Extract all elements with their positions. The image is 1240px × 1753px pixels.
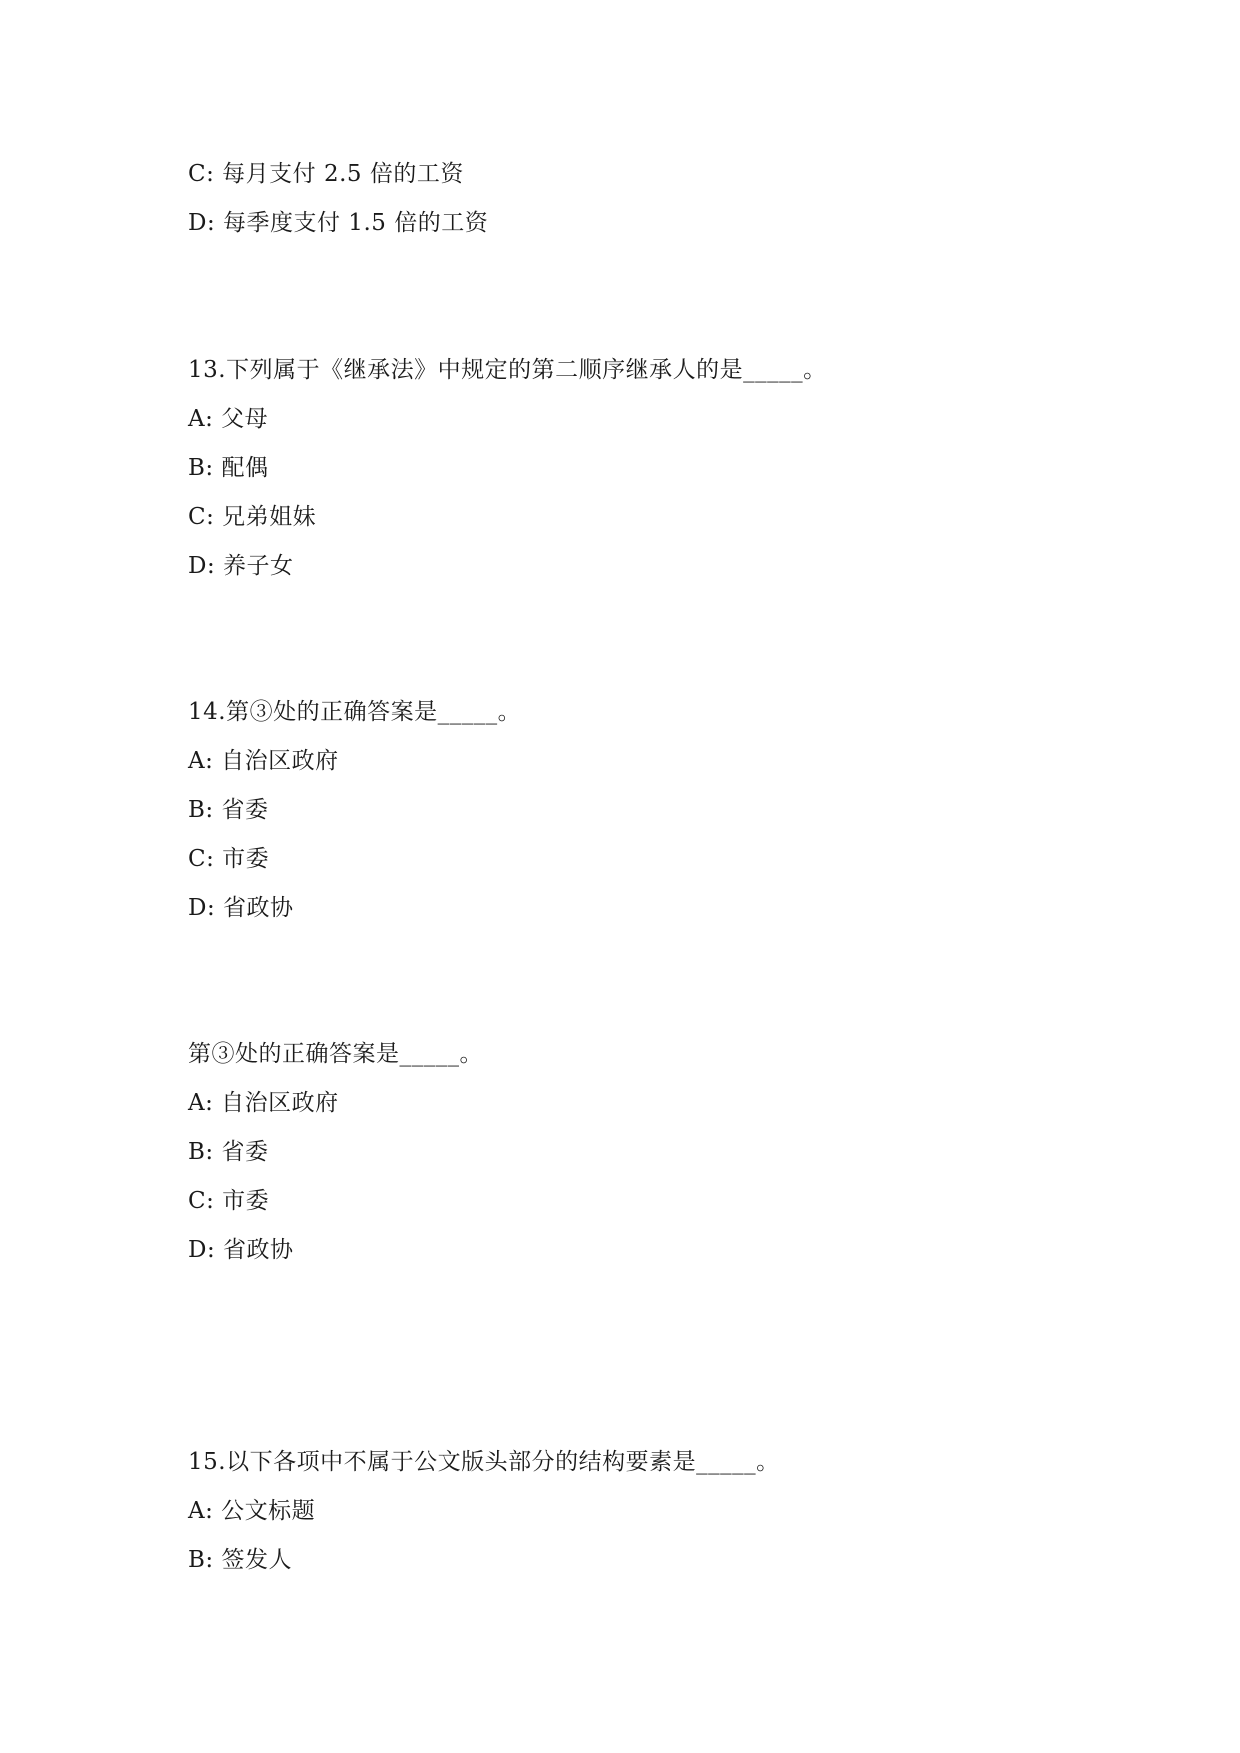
q13-option-d: D: 养子女 [188, 553, 294, 579]
q14-repeat-option-b: B: 省委 [188, 1139, 269, 1165]
q15-option-b: B: 签发人 [188, 1547, 292, 1573]
q13-option-c: C: 兄弟姐妹 [188, 504, 317, 530]
q14-question: 14.第③处的正确答案是_____。 [188, 699, 522, 725]
q14-option-a: A: 自治区政府 [188, 748, 339, 774]
q12-option-c: C: 每月支付 2.5 倍的工资 [188, 161, 464, 187]
q14-option-c: C: 市委 [188, 846, 270, 872]
q14-option-b: B: 省委 [188, 797, 269, 823]
q14-repeat-option-a: A: 自治区政府 [188, 1090, 339, 1116]
q13-option-b: B: 配偶 [188, 455, 269, 481]
q14-repeat-option-d: D: 省政协 [188, 1237, 294, 1263]
q12-option-d: D: 每季度支付 1.5 倍的工资 [188, 210, 489, 236]
q14-repeat-option-c: C: 市委 [188, 1188, 270, 1214]
q15-question: 15.以下各项中不属于公文版头部分的结构要素是_____。 [188, 1449, 780, 1475]
q13-question: 13.下列属于《继承法》中规定的第二顺序继承人的是_____。 [188, 357, 827, 383]
q14-option-d: D: 省政协 [188, 895, 294, 921]
q13-option-a: A: 父母 [188, 406, 269, 432]
q14-repeat-question: 第③处的正确答案是_____。 [188, 1041, 483, 1067]
q15-option-a: A: 公文标题 [188, 1498, 316, 1524]
